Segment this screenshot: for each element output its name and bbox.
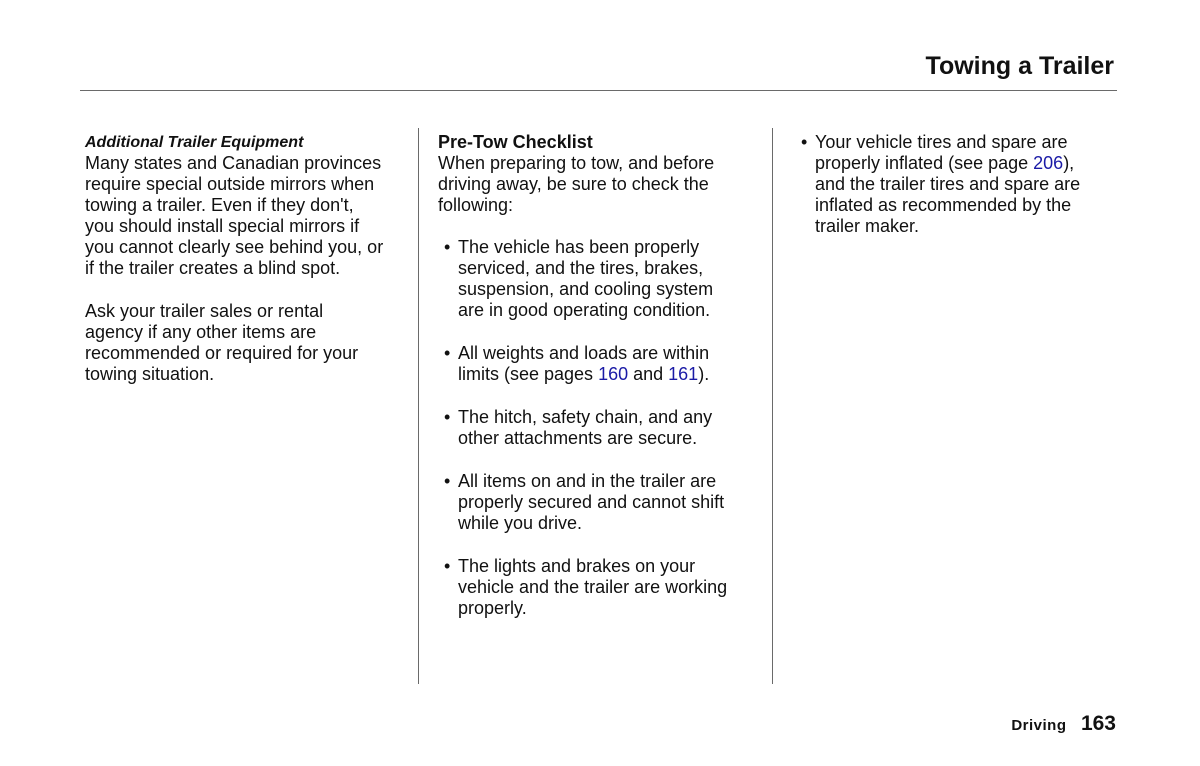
checklist-item-text: ). (698, 364, 710, 384)
checklist-item-hitch (438, 407, 764, 449)
checklist-item-text: ), and the trailer tires and spare are inflated as recommended by the trailer maker. (815, 153, 1081, 236)
bullet-icon: • (801, 132, 808, 152)
bullet-icon: • (444, 407, 451, 427)
checklist (438, 237, 764, 619)
checklist-item-text: and (628, 364, 669, 384)
bullet-icon: • (444, 471, 451, 491)
checklist-item-text: The vehicle has been properly serviced, and the tires, brakes, suspension, and cooling system are in good operating condition. (458, 237, 714, 320)
column-checklist-continued (795, 132, 1115, 237)
page-link-206[interactable]: 206 (1033, 153, 1064, 173)
pre-tow-checklist-heading: Pre-Tow Checklist (438, 132, 593, 152)
rental-agency-paragraph: Ask your trailer sales or rental agency if any other items are recommended or required for your towing situation. (85, 301, 359, 384)
page-link-161[interactable]: 161 (668, 364, 699, 384)
page-title: Towing a Trailer (925, 52, 1114, 80)
checklist-item-text: The lights and brakes on your vehicle and the trailer are working properly. (458, 556, 728, 618)
column-pre-tow-checklist (438, 132, 764, 619)
checklist-intro: When preparing to tow, and before driving away, be sure to check the following: (438, 153, 715, 215)
checklist-item-text: All items on and in the trailer are properly secured and cannot shift while you drive. (458, 471, 725, 533)
additional-equipment-heading: Additional Trailer Equipment (85, 134, 304, 151)
checklist-item-text: Your vehicle tires and spare are properly inflated (see page (815, 132, 1068, 173)
checklist-item-tires (795, 132, 1115, 237)
checklist-item-text: All weights and loads are within limits (see pages (458, 343, 710, 384)
checklist-item-weights (438, 343, 764, 385)
column-divider-right (772, 128, 773, 684)
column-additional-equipment (85, 132, 413, 385)
bullet-icon: • (444, 237, 451, 257)
checklist-item-lights (438, 556, 764, 619)
bullet-icon: • (444, 343, 451, 363)
footer-page-number: 163 (1080, 712, 1116, 735)
bullet-icon: • (444, 556, 451, 576)
checklist-continued (795, 132, 1115, 237)
checklist-item-serviced (438, 237, 764, 321)
checklist-item-secured (438, 471, 764, 534)
page-footer (1011, 712, 1116, 736)
footer-section-name: Driving (1011, 717, 1067, 734)
checklist-item-text: The hitch, safety chain, and any other attachments are secure. (458, 407, 713, 448)
page-link-160[interactable]: 160 (598, 364, 629, 384)
title-divider (80, 90, 1117, 91)
column-divider-left (418, 128, 419, 684)
mirrors-paragraph: Many states and Canadian provinces require special outside mirrors when towing a trailer. Even if they don't, you should install special mirrors if you cannot clearly see behind you, or if the trailer creates a blind spot. (85, 153, 384, 278)
